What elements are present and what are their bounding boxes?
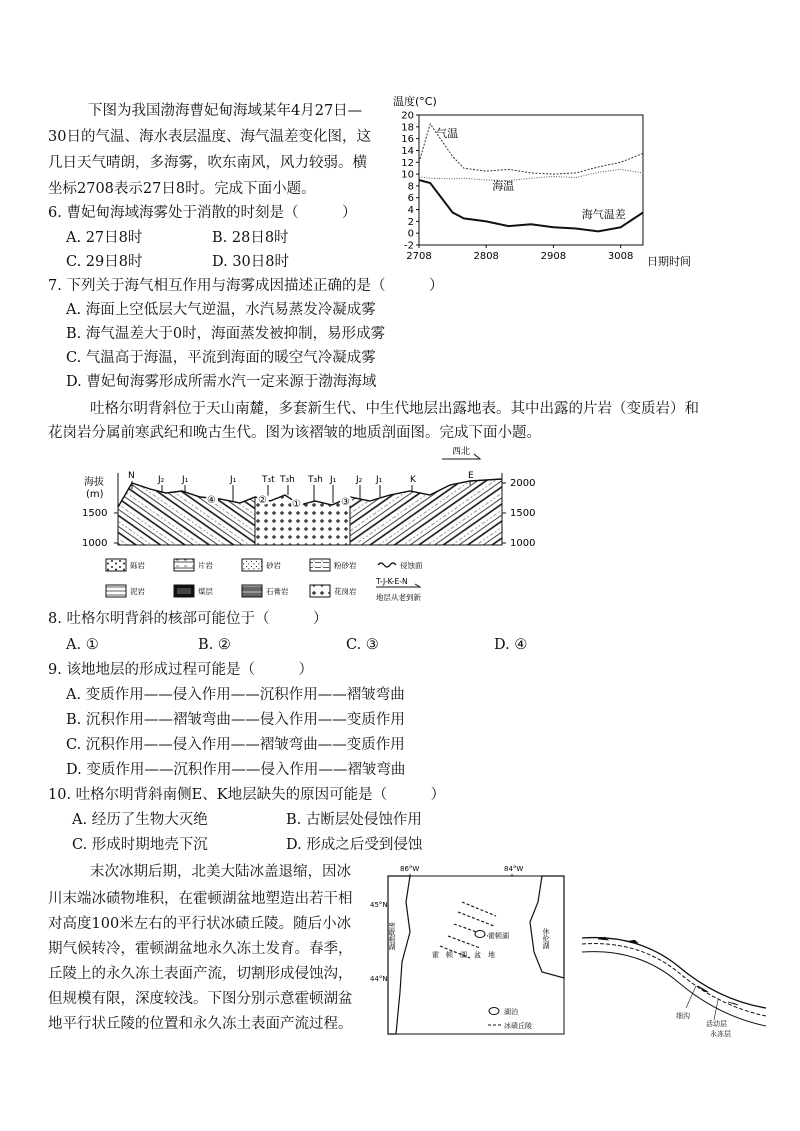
chart-ylabel: 温度(°C) — [393, 95, 437, 108]
q6-stem: 6. 曹妃甸海域海雾处于消散的时刻是（ ） — [48, 205, 357, 221]
label-active-layer: 活动层 — [706, 1020, 727, 1028]
q10-option-d[interactable]: D. 形成之后受到侵蚀 — [286, 837, 423, 853]
s2-intro-line1: 吐格尔明背斜位于天山南麓，多套新生代、中生代地层出露地表。其中出露的片岩（变质岩）和 — [90, 401, 699, 417]
series-line-2 — [419, 180, 643, 231]
q8-option-a[interactable]: A. ① — [66, 637, 99, 653]
q7-option-b[interactable]: B. 海气温差大于0时，海面蒸发被抑制，易形成雾 — [66, 326, 386, 342]
altitude-label-2: (m) — [86, 489, 104, 500]
stratum-J2-a: J₂ — [158, 475, 165, 485]
left-tick-1500: 1500 — [82, 508, 108, 519]
direction-label: 西北 — [452, 447, 471, 457]
y-tick-label: 0 — [407, 228, 414, 240]
x-tick-label: 2708 — [406, 251, 432, 262]
legend-mudstone: 泥岩 — [130, 587, 145, 596]
s1-intro-line3: 几日天气晴朗，多海雾，吹东南风，风力较弱。横 — [48, 155, 367, 171]
legend-erosion-surface: 侵蚀面 — [400, 561, 423, 570]
legend-granite: 花岗岩 — [334, 587, 357, 596]
q6-option-c[interactable]: C. 29日8时 — [66, 254, 143, 270]
right-tick-1000: 1000 — [510, 538, 536, 549]
label-permafrost: 永冻层 — [710, 1030, 731, 1038]
s1-intro-line2: 30日的气温、海水表层温度、海气温差变化图，这 — [48, 129, 371, 145]
y-tick-label: 12 — [401, 157, 414, 169]
temperature-chart — [385, 95, 715, 270]
y-tick-label: -2 — [404, 240, 414, 252]
map-lat1: 45°N — [370, 901, 388, 909]
stratum-T3h-a: T₃h — [280, 475, 295, 485]
permafrost-profile — [578, 930, 770, 1040]
map-lat2: 44°N — [370, 975, 388, 983]
q7-stem: 7. 下列关于海气相互作用与海雾成因描述正确的是（ ） — [48, 278, 444, 294]
marker-2: ② — [258, 495, 267, 506]
q6-option-d[interactable]: D. 30日8时 — [212, 254, 290, 270]
chart-xlabel: 日期时间 — [647, 255, 691, 268]
q9-option-d[interactable]: D. 变质作用——沉积作用——侵入作用——褶皱弯曲 — [66, 762, 406, 778]
legend-lake: 湖泊 — [504, 1008, 518, 1016]
y-tick-label: 2 — [407, 216, 414, 228]
stratum-T3h-b: T₃h — [308, 475, 323, 485]
q9-option-b[interactable]: B. 沉积作用——褶皱弯曲——侵入作用——变质作用 — [66, 712, 405, 728]
houghton-lake-label: 霍顿湖 — [488, 932, 509, 940]
legend-order-code: T-J-K-E-N — [376, 577, 408, 586]
lake-michigan-label: 密歇根湖 — [388, 922, 396, 950]
y-tick-label: 18 — [401, 122, 414, 134]
altitude-label-1: 海拔 — [84, 477, 104, 488]
q7-option-d[interactable]: D. 曹妃甸海雾形成所需水汽一定来源于渤海海域 — [66, 374, 377, 390]
y-tick-label: 10 — [401, 169, 414, 181]
s3-intro-line1: 末次冰期后期，北美大陆冰盖退缩，因冰 — [90, 864, 351, 880]
legend-siltstone: 粉砂岩 — [334, 561, 357, 570]
s3-intro-line3: 对高度100米左右的平行状冰碛丘陵。随后小冰 — [48, 916, 352, 932]
x-tick-label: 2808 — [473, 251, 499, 262]
q10-option-b[interactable]: B. 古断层处侵蚀作用 — [286, 812, 422, 828]
q9-option-c[interactable]: C. 沉积作用——侵入作用——褶皱弯曲——变质作用 — [66, 737, 405, 753]
q8-option-d[interactable]: D. ④ — [494, 637, 528, 653]
right-tick-1500: 1500 — [510, 508, 536, 519]
legend-gypsum: 石膏岩 — [266, 587, 289, 596]
y-tick-label: 16 — [401, 134, 414, 146]
q10-option-a[interactable]: A. 经历了生物大灭绝 — [72, 812, 208, 828]
y-tick-label: 20 — [401, 110, 414, 122]
series-label-2: 海气温差 — [581, 207, 626, 221]
label-rill: 细沟 — [676, 1012, 690, 1020]
strata-right-limb — [350, 479, 502, 545]
basin-label: 霍 顿 湖 盆 地 — [432, 951, 495, 959]
q10-stem: 10. 吐格尔明背斜南侧E、K地层缺失的原因可能是（ ） — [48, 787, 446, 803]
q6-option-a[interactable]: A. 27日8时 — [66, 230, 143, 246]
x-tick-label: 3008 — [607, 251, 634, 262]
q7-option-a[interactable]: A. 海面上空低层大气逆温，水汽易蒸发冷凝成雾 — [66, 302, 376, 318]
y-tick-label: 8 — [407, 181, 414, 193]
map-lon2: 84°W — [504, 865, 524, 873]
s3-intro-line7: 地平行状丘陵的位置和永久冻土表面产流过程。 — [48, 1016, 353, 1032]
y-tick-label: 4 — [407, 205, 414, 217]
legend-sandstone: 砂岩 — [266, 561, 281, 570]
stratum-N: N — [128, 471, 135, 481]
s1-intro-line4: 坐标2708表示27日8时。完成下面小题。 — [48, 181, 316, 197]
stratum-J1-c: J₁ — [330, 475, 337, 485]
stratum-J1-b: J₁ — [230, 475, 237, 485]
stratum-K: K — [410, 475, 416, 485]
s3-intro-line2: 川末端冰碛物堆积，在霍顿湖盆地塑造出若干相 — [48, 891, 353, 907]
stratum-T3t: T₃t — [262, 475, 275, 485]
series-line-1 — [419, 169, 643, 180]
q8-stem: 8. 吐格尔明背斜的核部可能位于（ ） — [48, 611, 328, 627]
left-tick-1000: 1000 — [82, 538, 108, 549]
q6-option-b[interactable]: B. 28日8时 — [212, 230, 289, 246]
y-tick-label: 14 — [401, 145, 414, 157]
q8-option-b[interactable]: B. ② — [198, 637, 231, 653]
q10-option-c[interactable]: C. 形成时期地壳下沉 — [72, 837, 208, 853]
y-tick-label: 6 — [407, 193, 414, 205]
q8-option-c[interactable]: C. ③ — [346, 637, 379, 653]
q7-option-c[interactable]: C. 气温高于海温，平流到海面的暖空气冷凝成雾 — [66, 350, 376, 366]
stratum-J1-d: J₁ — [376, 475, 383, 485]
houghton-lake-map — [370, 862, 570, 1037]
right-tick-2000: 2000 — [510, 478, 536, 489]
legend-coal: 煤层 — [198, 587, 213, 596]
stratum-J2-b: J₂ — [356, 475, 363, 485]
s3-intro-line6: 但规模有限，深度较浅。下图分别示意霍顿湖盆 — [48, 991, 353, 1007]
geologic-section-figure — [70, 445, 550, 610]
marker-4: ④ — [207, 495, 216, 506]
map-lon1: 86°W — [400, 865, 420, 873]
stratum-J1-a: J₁ — [182, 475, 189, 485]
s1-intro-line1: 下图为我国渤海曹妃甸海域某年4月27日— — [88, 103, 363, 119]
legend-conglomerate: 砾岩 — [130, 561, 145, 570]
lake-huron-label: 休伦湖 — [542, 928, 550, 949]
s3-intro-line4: 期气候转冷，霍顿湖盆地永久冻土发育。春季， — [48, 941, 353, 957]
series-label-1: 海温 — [492, 179, 515, 193]
q9-stem: 9. 该地地层的形成过程可能是（ ） — [48, 662, 313, 678]
q9-option-a[interactable]: A. 变质作用——侵入作用——沉积作用——褶皱弯曲 — [66, 687, 405, 703]
series-label-0: 气温 — [436, 126, 459, 140]
legend-moraine: 冰碛丘陵 — [504, 1022, 532, 1030]
stratum-E: E — [468, 471, 474, 481]
s3-intro-line5: 丘陵上的永久冻土表面产流，切割形成侵蚀沟， — [48, 966, 353, 982]
x-tick-label: 2908 — [540, 251, 567, 262]
s2-intro-line2: 花岗岩分属前寒武纪和晚古生代。图为该褶皱的地质剖面图。完成下面小题。 — [48, 425, 541, 441]
legend-schist: 片岩 — [198, 561, 213, 570]
legend-order-text: 地层从老到新 — [376, 593, 421, 602]
marker-3: ③ — [341, 497, 350, 508]
marker-1: ① — [292, 499, 301, 510]
